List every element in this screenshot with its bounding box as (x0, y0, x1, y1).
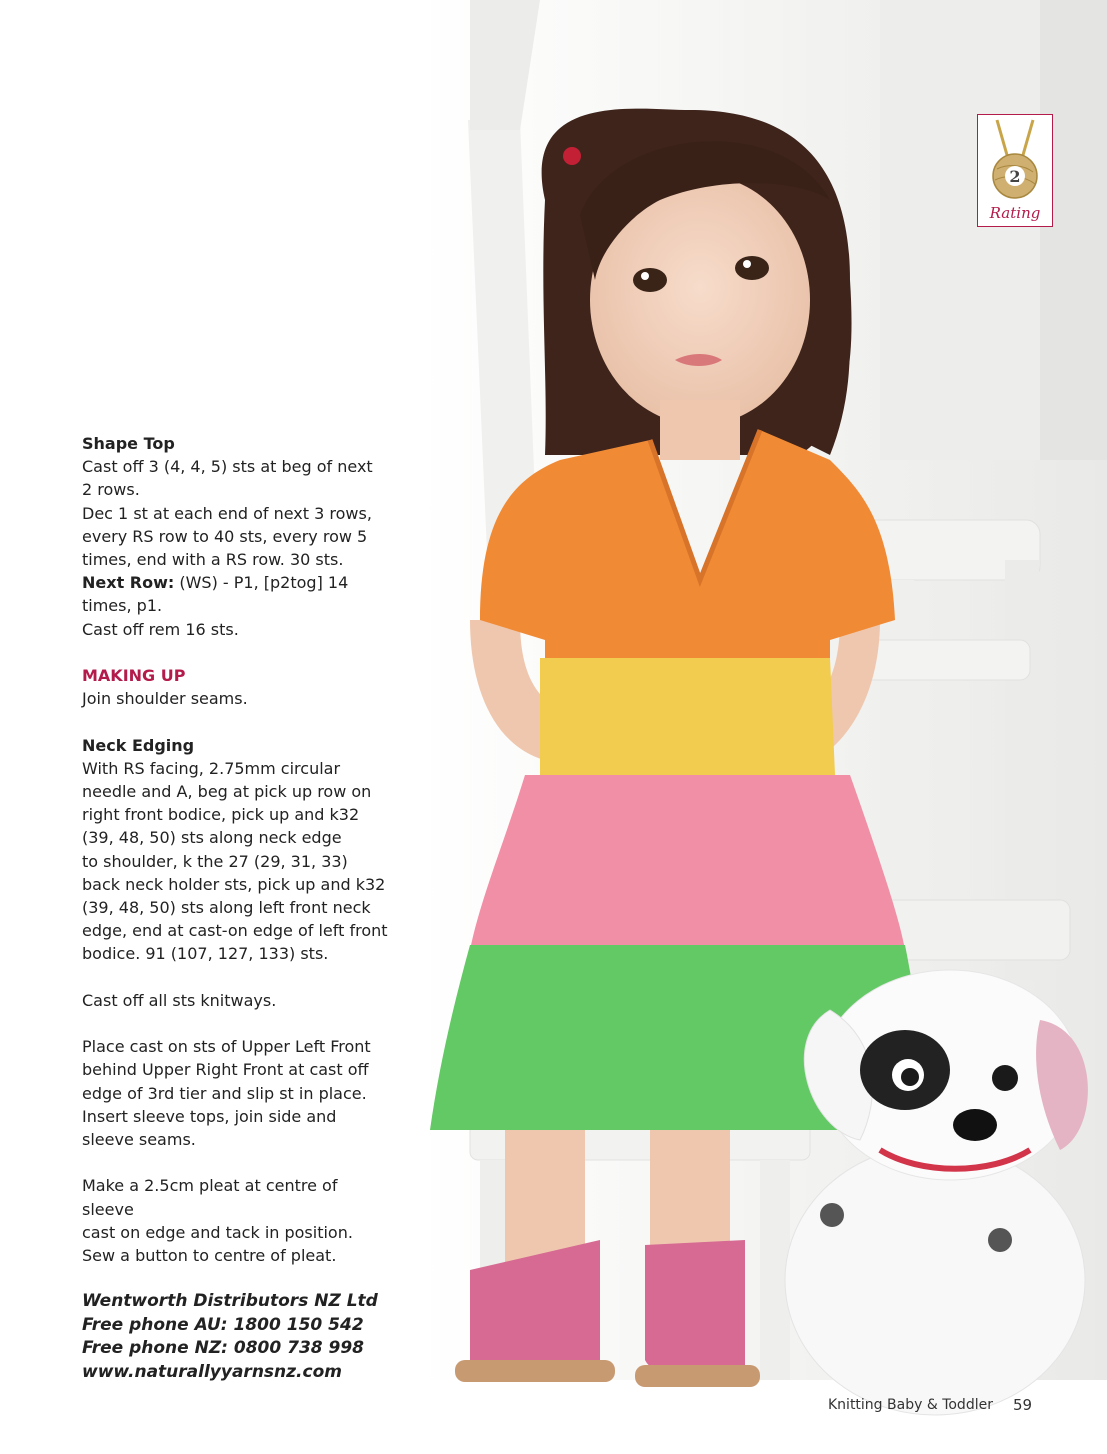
text-line: edge of 3rd tier and slip st in place. (82, 1083, 367, 1103)
shape-top-heading: Shape Top (82, 434, 175, 453)
text-line: edge, end at cast-on edge of left front (82, 921, 388, 941)
text-line: (39, 48, 50) sts along left front neck (82, 898, 371, 918)
text-line: sleeve seams. (82, 1130, 196, 1150)
rating-badge (977, 114, 1053, 227)
text-line: back neck holder sts, pick up and k32 (82, 874, 386, 894)
plush-dalmatian-toy (785, 970, 1088, 1415)
text-line: Cast off rem 16 sts. (82, 619, 239, 639)
pattern-instructions (82, 432, 392, 1384)
phone-au: Free phone AU: 1800 150 542 (82, 1314, 364, 1335)
phone-nz: Free phone NZ: 0800 738 998 (82, 1338, 365, 1359)
rating-label: Rating (989, 204, 1041, 222)
text-line: to shoulder, k the 27 (29, 31, 33) (82, 851, 348, 871)
rating-level: 2 (1009, 167, 1021, 186)
text-line: With RS facing, 2.75mm circular (82, 758, 341, 778)
text-line: Place cast on sts of Upper Left Front (82, 1037, 371, 1057)
hair-clip (563, 147, 581, 165)
next-row-label: Next Row: (82, 573, 175, 593)
text-line: Join shoulder seams. (82, 689, 248, 709)
book-title: Knitting Baby & Toddler (828, 1397, 993, 1413)
text-line: Make a 2.5cm pleat at centre of sleeve (82, 1176, 338, 1219)
text-line: times, end with a RS row. 30 sts. (82, 550, 344, 570)
distributor-block (82, 1290, 392, 1384)
text-line: bodice. 91 (107, 127, 133) sts. (82, 944, 329, 964)
text-line: cast on edge and tack in position. (82, 1222, 353, 1242)
next-row-line (82, 571, 392, 594)
text-line: (39, 48, 50) sts along neck edge (82, 828, 342, 848)
page-footer (828, 1396, 1033, 1414)
text-line: right front bodice, pick up and k32 (82, 805, 360, 825)
text-line: Cast off 3 (4, 4, 5) sts at beg of next (82, 457, 373, 477)
text-line: behind Upper Right Front at cast off (82, 1060, 369, 1080)
text-line: Sew a button to centre of pleat. (82, 1246, 337, 1266)
text-line: Insert sleeve tops, join side and (82, 1106, 337, 1126)
making-up-title: MAKING UP (82, 666, 186, 686)
distributor-name: Wentworth Distributors NZ Ltd (82, 1291, 378, 1312)
page-number: 59 (1013, 1396, 1033, 1414)
text-line: times, p1. (82, 596, 163, 616)
text-line: needle and A, beg at pick up row on (82, 782, 372, 802)
text-line: 2 rows. (82, 480, 140, 500)
text-line: every RS row to 40 sts, every row 5 (82, 526, 368, 546)
website-link[interactable]: www.naturallyyarnsnz.com (82, 1361, 342, 1382)
text-line: Dec 1 st at each end of next 3 rows, (82, 503, 372, 523)
knitting-needles-yarn-icon (977, 114, 1053, 227)
next-row-text: (WS) - P1, [p2tog] 14 (174, 573, 349, 593)
neck-edging-heading: Neck Edging (82, 735, 195, 755)
text-line: Cast off all sts knitways. (82, 990, 277, 1010)
